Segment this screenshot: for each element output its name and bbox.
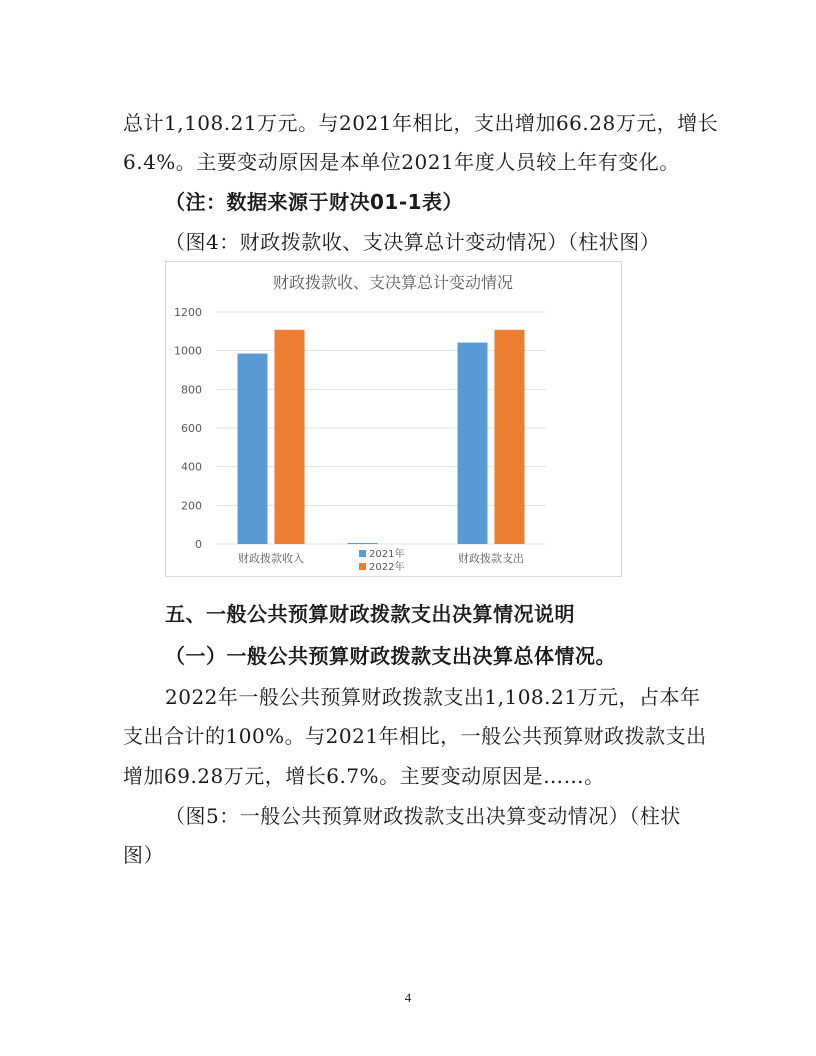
bar (458, 343, 488, 544)
figure-4-caption: （图4：财政拨款收、支决算总计变动情况）（柱状图） (165, 230, 661, 254)
data-source-note: （注：数据来源于财决01-1表） (165, 190, 464, 214)
paragraph-line: 增加69.28万元，增长6.7%。主要变动原因是……。 (123, 764, 605, 788)
y-tick-label: 0 (195, 538, 202, 551)
bar (348, 543, 378, 544)
y-tick-label: 600 (181, 422, 202, 435)
bar (238, 354, 268, 544)
y-tick-label: 200 (181, 499, 202, 513)
bar (275, 330, 305, 544)
paragraph-line: 2022年一般公共预算财政拨款支出1,108.21万元，占本年 (165, 685, 701, 709)
paragraph-line: 支出合计的100%。与2021年相比，一般公共预算财政拨款支出 (123, 724, 707, 748)
subsection-heading: （一）一般公共预算财政拨款支出决算总体情况。 (165, 644, 616, 668)
legend-label: 2021年 (369, 549, 405, 560)
chart-title: 财政拨款收、支决算总计变动情况 (272, 273, 514, 292)
category-label: 财政拨款支出 (458, 552, 524, 565)
figure-5-caption: （图5：一般公共预算财政拨款支出决算变动情况）（柱状 (165, 804, 681, 828)
figure-5-caption-cont: 图） (123, 843, 164, 867)
chart-canvas (166, 262, 621, 576)
section-heading: 五、一般公共预算财政拨款支出决算情况说明 (165, 602, 575, 626)
legend-label: 2022年 (369, 562, 405, 573)
y-tick-label: 800 (181, 383, 202, 397)
y-tick-label: 1000 (174, 344, 202, 358)
paragraph-line: 6.4%。主要变动原因是本单位2021年度人员较上年有变化。 (123, 150, 680, 174)
bar (495, 330, 525, 544)
y-tick-label: 400 (181, 460, 202, 474)
paragraph-line: 总计1,108.21万元。与2021年相比，支出增加66.28万元，增长 (123, 111, 719, 135)
legend-swatch (359, 550, 366, 557)
category-label: 财政拨款收入 (238, 552, 304, 565)
bar-chart (165, 261, 622, 577)
y-tick-label: 1200 (174, 306, 202, 319)
legend-swatch (359, 563, 366, 570)
page-number: 4 (404, 990, 412, 1005)
